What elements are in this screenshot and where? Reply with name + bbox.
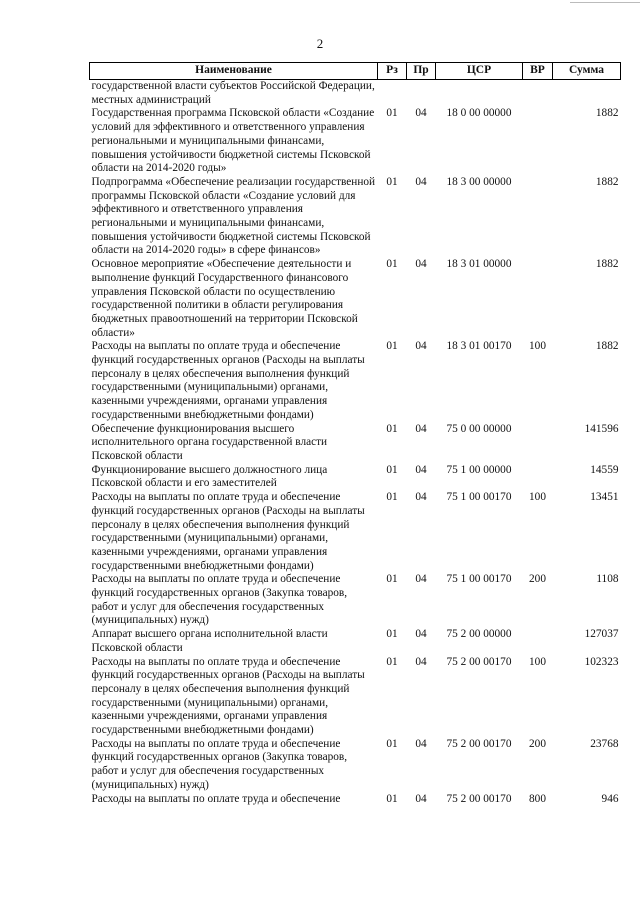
row-pr: 04 [415, 258, 427, 271]
row-name: Расходы на выплаты по оплате труда и обеспечение функций государственных органов (Расходы на выплаты персоналу в целях обеспечения выполнения функций государственными (муниципальными) органами, казенными учреждениями, органами управления государственными внебюджетными фондами) [91, 655, 365, 737]
row-csr: 75 2 00 00000 [446, 628, 512, 641]
row-vr [523, 80, 553, 108]
row-pr: 04 [415, 175, 427, 188]
row-name: Расходы на выплаты по оплате труда и обеспечение [91, 792, 341, 805]
page-number: 2 [316, 36, 324, 51]
row-name: Расходы на выплаты по оплате труда и обеспечение функций государственных органов (Расходы на выплаты персоналу в целях обеспечения выполнения функций государственными (муниципальными) органами, казенными учреждениями, органами управления государственными внебюджетными фондами) [91, 340, 365, 421]
row-sum [553, 80, 621, 108]
row-rz: 01 [386, 107, 398, 120]
row-name: Функционирование высшего должностного лица Псковской области и его заместителей [91, 463, 328, 490]
header-sum: Сумма [553, 63, 621, 80]
table-row [90, 793, 621, 807]
row-rz: 01 [386, 258, 398, 271]
header-rz: Рз [378, 63, 407, 80]
row-rz: 01 [386, 792, 398, 805]
row-name: Подпрограмма «Обеспечение реализации государственной программы Псковской области «Создание условий для эффективного и ответственного управления региональными и муниципальными финансами, повышения устойчивости бюджетной системы Псковской области на 2014-2020 годы» в сфере финансов» [91, 175, 376, 257]
table-row [90, 258, 621, 340]
table-row [90, 573, 621, 628]
row-vr [523, 628, 553, 655]
row-csr: 75 0 00 00000 [446, 422, 512, 435]
table-row [90, 107, 621, 176]
row-sum: 23768 [590, 737, 619, 750]
row-vr: 200 [529, 737, 546, 750]
row-sum: 1882 [595, 107, 619, 120]
row-name: Расходы на выплаты по оплате труда и обеспечение функций государственных органов (Закупка товаров, работ и услуг для обеспечения государственных (муниципальных) нужд) [91, 573, 348, 627]
row-pr [407, 80, 436, 108]
row-csr: 75 2 00 00170 [446, 737, 512, 750]
row-sum: 14559 [590, 463, 619, 476]
table-row [90, 738, 621, 793]
row-csr: 75 2 00 00170 [446, 792, 512, 805]
page-edge-line [570, 2, 640, 3]
header-csr: ЦСР [436, 63, 523, 80]
row-csr: 18 0 00 00000 [446, 107, 512, 120]
row-rz: 01 [386, 573, 398, 586]
row-pr: 04 [415, 340, 427, 353]
row-rz: 01 [386, 463, 398, 476]
row-vr: 100 [529, 491, 546, 504]
row-rz [378, 80, 407, 108]
row-vr [523, 258, 553, 340]
header-pr: Пр [407, 63, 436, 80]
row-name: государственной власти субъектов Российской Федерации, местных администраций [91, 80, 375, 106]
row-sum: 1108 [596, 573, 619, 586]
header-vr: ВР [523, 63, 553, 80]
row-name: Аппарат высшего органа исполнительной власти Псковской области [91, 628, 328, 654]
row-pr: 04 [415, 792, 427, 805]
row-rz: 01 [386, 175, 398, 188]
table-row [90, 628, 621, 655]
row-vr: 800 [529, 792, 546, 805]
table-row [90, 656, 621, 738]
table-row [90, 176, 621, 258]
table-row [90, 80, 621, 108]
row-pr: 04 [415, 491, 427, 504]
row-sum: 1882 [595, 340, 619, 353]
row-csr: 18 3 00 00000 [446, 175, 512, 188]
row-vr: 200 [529, 573, 546, 586]
row-vr [523, 176, 553, 258]
row-csr: 75 1 00 00170 [446, 573, 512, 586]
row-rz: 01 [386, 491, 398, 504]
header-name: Наименование [90, 63, 378, 80]
row-pr: 04 [415, 573, 427, 586]
row-sum: 1882 [595, 175, 619, 188]
row-pr: 04 [415, 422, 427, 435]
row-name: Расходы на выплаты по оплате труда и обеспечение функций государственных органов (Закупка товаров, работ и услуг для обеспечения государственных (муниципальных) нужд) [91, 737, 348, 791]
row-pr: 04 [415, 463, 427, 476]
row-vr [523, 423, 553, 464]
row-csr: 75 2 00 00170 [446, 655, 512, 668]
budget-table [89, 62, 621, 806]
row-rz: 01 [386, 422, 398, 435]
row-sum: 13451 [590, 491, 619, 504]
row-csr: 18 3 01 00170 [446, 340, 512, 353]
row-rz: 01 [386, 737, 398, 750]
row-rz: 01 [386, 655, 398, 668]
row-pr: 04 [415, 107, 427, 120]
table-header-row [90, 63, 621, 80]
row-vr: 100 [529, 655, 546, 668]
table-row [90, 423, 621, 464]
table-row [90, 464, 621, 491]
row-sum: 102323 [584, 655, 619, 668]
row-vr [523, 464, 553, 491]
row-pr: 04 [415, 628, 427, 641]
row-sum: 946 [601, 792, 619, 805]
row-csr: 75 1 00 00000 [446, 463, 512, 476]
row-csr: 18 3 01 00000 [446, 258, 512, 271]
row-sum: 127037 [584, 628, 619, 641]
row-csr [436, 80, 523, 108]
row-vr: 100 [529, 340, 546, 353]
row-sum: 141596 [584, 422, 619, 435]
row-vr [523, 107, 553, 176]
row-csr: 75 1 00 00170 [446, 491, 512, 504]
row-sum: 1882 [595, 258, 619, 271]
table-row [90, 340, 621, 422]
row-name: Обеспечение функционирования высшего исполнительного органа государственной власти Псковской области [91, 422, 328, 462]
row-pr: 04 [415, 737, 427, 750]
row-pr: 04 [415, 655, 427, 668]
row-name: Расходы на выплаты по оплате труда и обеспечение функций государственных органов (Расходы на выплаты персоналу в целях обеспечения выполнения функций государственными (муниципальными) органами, казенными учреждениями, органами управления государственными внебюджетными фондами) [91, 491, 365, 572]
row-rz: 01 [386, 340, 398, 353]
table-row [90, 491, 621, 573]
row-name: Основное мероприятие «Обеспечение деятельности и выполнение функций Государственного финансового управления Псковской области по осуществлению государственной политики в области регулирования бюджетных правоотношений на территории Псковской области» [91, 258, 358, 339]
row-name: Государственная программа Псковской области «Создание условий для эффективного и ответственного управления региональными и муниципальными финансами, повышения устойчивости бюджетной системы Псковской области на 2014-2020 годы» [91, 107, 375, 175]
row-rz: 01 [386, 628, 398, 641]
